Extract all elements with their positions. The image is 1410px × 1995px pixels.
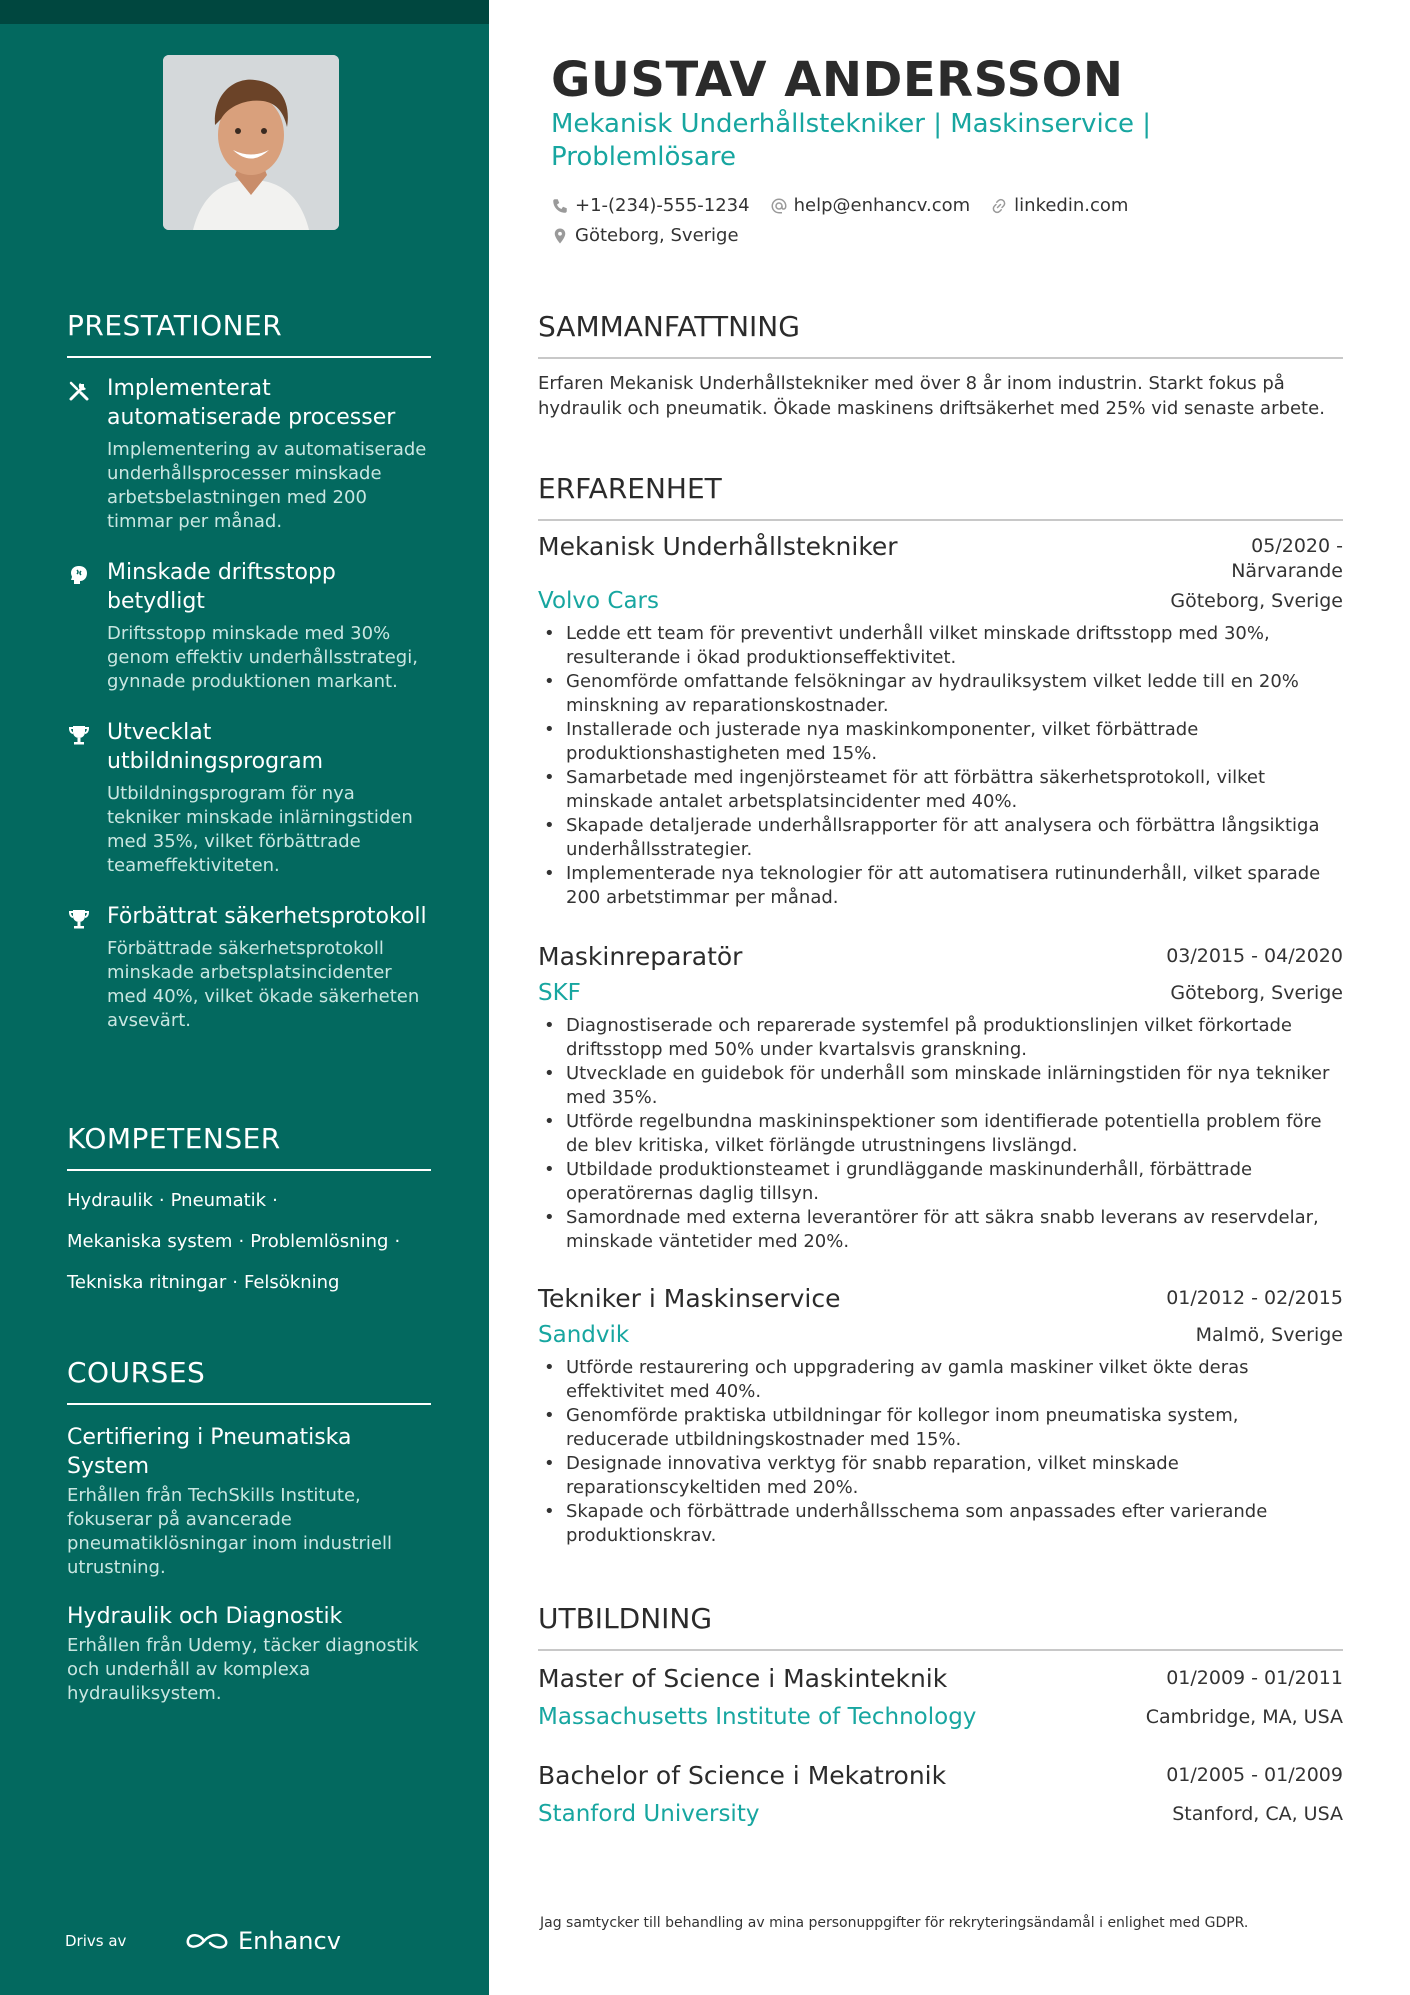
- job-entry: [538, 532, 1343, 910]
- skills-row: Tekniska ritningar · Felsökning: [67, 1272, 340, 1293]
- bullet-item: • Utbildade produktionsteamet i grundläggande maskinunderhåll, förbättrade operatörernas daglig tillsyn.: [538, 1158, 1343, 1206]
- bullet-item: • Samarbetade med ingenjörsteamet för att förbättra säkerhetsprotokoll, vilket minskade antalet arbetsplatsincidenter med 40%.: [538, 766, 1343, 814]
- achievement-title: Förbättrat säkerhetsprotokoll: [107, 904, 427, 929]
- job-location: Malmö, Sverige: [1195, 1324, 1343, 1346]
- company-name: Volvo Cars: [538, 588, 659, 614]
- contact-linkedin[interactable]: linkedin.com: [990, 195, 1128, 216]
- education-entry: [538, 1664, 1343, 1736]
- job-date: 03/2015 - 04/2020: [1166, 945, 1343, 967]
- contact-location: Göteborg, Sverige: [551, 225, 739, 246]
- bullet-item: • Utvecklade en guidebok för underhåll som minskade inlärningstiden för nya tekniker med 35%.: [538, 1062, 1343, 1110]
- job-bullets: [538, 1356, 1343, 1548]
- profile-photo: [163, 55, 339, 230]
- skills-title: KOMPETENSER: [67, 1122, 431, 1171]
- bullet-item: • Utförde restaurering och uppgradering av gamla maskiner vilket ökte deras effektivitet med 40%.: [538, 1356, 1343, 1404]
- company-name: SKF: [538, 980, 581, 1006]
- course-item: [67, 1423, 431, 1580]
- bullet-item: • Ledde ett team för preventivt underhåll vilket minskade driftsstopp med 30%, resulterande i ökad produktionseffektivitet.: [538, 622, 1343, 670]
- achievement-desc: Driftsstopp minskade med 30% genom effektiv underhållsstrategi, gynnade produktionen markant.: [107, 623, 418, 692]
- enhancv-logo-icon: [184, 1930, 230, 1952]
- school-location: Cambridge, MA, USA: [1145, 1706, 1343, 1728]
- course-title: Hydraulik och Diagnostik: [67, 1604, 343, 1629]
- achievement-title: Minskade driftsstopp betydligt: [107, 560, 336, 614]
- at-icon: [770, 197, 788, 215]
- sidebar: [0, 0, 489, 1995]
- brain-icon: [67, 563, 91, 587]
- job-location: Göteborg, Sverige: [1170, 982, 1343, 1004]
- school-name: Massachusetts Institute of Technology: [538, 1704, 977, 1730]
- enhancv-logo[interactable]: [184, 1927, 341, 1955]
- courses-title: COURSES: [67, 1356, 431, 1405]
- courses-section: [67, 1356, 431, 1706]
- powered-by-label: Drivs av: [65, 1932, 127, 1950]
- job-entry: [538, 1284, 1343, 1548]
- gdpr-consent: Jag samtycker till behandling av mina personuppgifter för rekryteringsändamål i enlighet med GDPR.: [540, 1915, 1249, 1931]
- tools-icon: [67, 379, 91, 403]
- achievement-title: Utvecklat utbildningsprogram: [107, 720, 324, 774]
- course-desc: Erhållen från TechSkills Institute, fokuserar på avancerade pneumatiklösningar inom industriell utrustning.: [67, 1485, 392, 1578]
- experience-title: ERFARENHET: [538, 472, 1343, 521]
- achievements-title: PRESTATIONER: [67, 309, 431, 358]
- bullet-item: • Installerade och justerade nya maskinkomponenter, vilket förbättrade produktionshastigheten med 15%.: [538, 718, 1343, 766]
- job-date: 05/2020 - Närvarande: [1231, 535, 1343, 582]
- achievement-item: [67, 558, 431, 694]
- achievement-item: [67, 902, 431, 1033]
- job-entry: [538, 942, 1343, 1254]
- bullet-item: • Genomförde praktiska utbildningar för kollegor inom pneumatiska system, reducerade utbildningskostnader med 15%.: [538, 1404, 1343, 1452]
- achievements-section: [67, 309, 431, 1033]
- contact-row: [551, 195, 1148, 216]
- bullet-item: • Samordnade med externa leverantörer för att säkra snabb leverans av reservdelar, minskade väntetider med 20%.: [538, 1206, 1343, 1254]
- job-bullets: [538, 1014, 1343, 1254]
- school-name: Stanford University: [538, 1801, 760, 1827]
- summary-text: Erfaren Mekanisk Underhållstekniker med över 8 år inom industrin. Starkt fokus på hydraulik och pneumatik. Ökade maskinens driftsäkerhet med 25% vid senaste arbete.: [538, 373, 1325, 419]
- job-title: Tekniker i Maskinservice: [538, 1284, 841, 1313]
- course-title: Certifiering i Pneumatiska System: [67, 1425, 352, 1479]
- job-bullets: [538, 622, 1343, 910]
- trophy-icon: [67, 723, 91, 747]
- candidate-headline: Mekanisk Underhållstekniker | Maskinservice | Problemlösare: [551, 109, 1152, 172]
- contact-email[interactable]: help@enhancv.com: [770, 195, 971, 216]
- skills-section: [67, 1122, 431, 1294]
- degree-title: Bachelor of Science i Mekatronik: [538, 1761, 947, 1790]
- link-icon: [990, 197, 1008, 215]
- trophy-icon: [67, 907, 91, 931]
- education-title: UTBILDNING: [538, 1602, 1343, 1651]
- bullet-item: • Diagnostiserade och reparerade systemfel på produktionslinjen vilket förkortade driftsstopp med 50% under kvartalsvis granskning.: [538, 1014, 1343, 1062]
- achievement-desc: Utbildningsprogram för nya tekniker minskade inlärningstiden med 35%, vilket förbättrade teameffektiviteten.: [107, 783, 413, 876]
- bullet-item: • Utförde regelbundna maskininspektioner som identifierade potentiella problem före de blev kritiska, vilket förlängde utrustningens livslängd.: [538, 1110, 1343, 1158]
- skills-row: Mekaniska system · Problemlösning ·: [67, 1231, 401, 1252]
- job-location: Göteborg, Sverige: [1170, 590, 1343, 612]
- skill-tag: Mekaniska system: [67, 1231, 233, 1252]
- bullet-item: • Genomförde omfattande felsökningar av hydrauliksystem vilket ledde till en 20% minskning av reparationskostnader.: [538, 670, 1343, 718]
- achievement-item: [67, 374, 431, 534]
- skill-tag: Felsökning: [243, 1272, 340, 1293]
- achievement-desc: Implementering av automatiserade underhållsprocesser minskade arbetsbelastningen med 200 timmar per månad.: [107, 439, 427, 532]
- job-date: 01/2012 - 02/2015: [1166, 1287, 1343, 1309]
- course-item: [67, 1602, 431, 1706]
- job-title: Mekanisk Underhållstekniker: [538, 532, 898, 561]
- education-date: 01/2005 - 01/2009: [1166, 1764, 1343, 1786]
- location-pin-icon: [551, 227, 569, 245]
- phone-icon: [551, 197, 569, 215]
- contact-phone[interactable]: +1-(234)-555-1234: [551, 195, 750, 216]
- achievement-item: [67, 718, 431, 878]
- achievement-title: Implementerat automatiserade processer: [107, 376, 396, 430]
- education-entry: [538, 1761, 1343, 1833]
- degree-title: Master of Science i Maskinteknik: [538, 1664, 948, 1693]
- sidebar-top-bar: [0, 0, 489, 24]
- bullet-item: • Designade innovativa verktyg för snabb reparation, vilket minskade reparationscykeltiden med 20%.: [538, 1452, 1343, 1500]
- summary-title: SAMMANFATTNING: [538, 310, 1343, 359]
- brand-name: Enhancv: [238, 1927, 341, 1955]
- school-location: Stanford, CA, USA: [1172, 1803, 1343, 1825]
- candidate-name: GUSTAV ANDERSSON: [551, 52, 1124, 108]
- education-date: 01/2009 - 01/2011: [1166, 1667, 1343, 1689]
- skill-tag: Problemlösning: [250, 1231, 389, 1252]
- skills-row: Hydraulik · Pneumatik ·: [67, 1190, 278, 1211]
- skill-tag: Pneumatik: [170, 1190, 267, 1211]
- achievement-desc: Förbättrade säkerhetsprotokoll minskade arbetsplatsincidenter med 40%, vilket ökade säkerheten avsevärt.: [107, 938, 420, 1031]
- job-title: Maskinreparatör: [538, 942, 743, 971]
- contact-row: [551, 225, 759, 246]
- course-desc: Erhållen från Udemy, täcker diagnostik och underhåll av komplexa hydrauliksystem.: [67, 1635, 419, 1704]
- skill-tag: Tekniska ritningar: [67, 1272, 227, 1293]
- skill-tag: Hydraulik: [67, 1190, 153, 1211]
- bullet-item: • Skapade detaljerade underhållsrapporter för att analysera och förbättra långsiktiga underhållsstrategier.: [538, 814, 1343, 862]
- bullet-item: • Skapade och förbättrade underhållsschema som anpassades efter varierande produktionskrav.: [538, 1500, 1343, 1548]
- company-name: Sandvik: [538, 1322, 630, 1348]
- bullet-item: • Implementerade nya teknologier för att automatisera rutinunderhåll, vilket sparade 200 arbetstimmar per månad.: [538, 862, 1343, 910]
